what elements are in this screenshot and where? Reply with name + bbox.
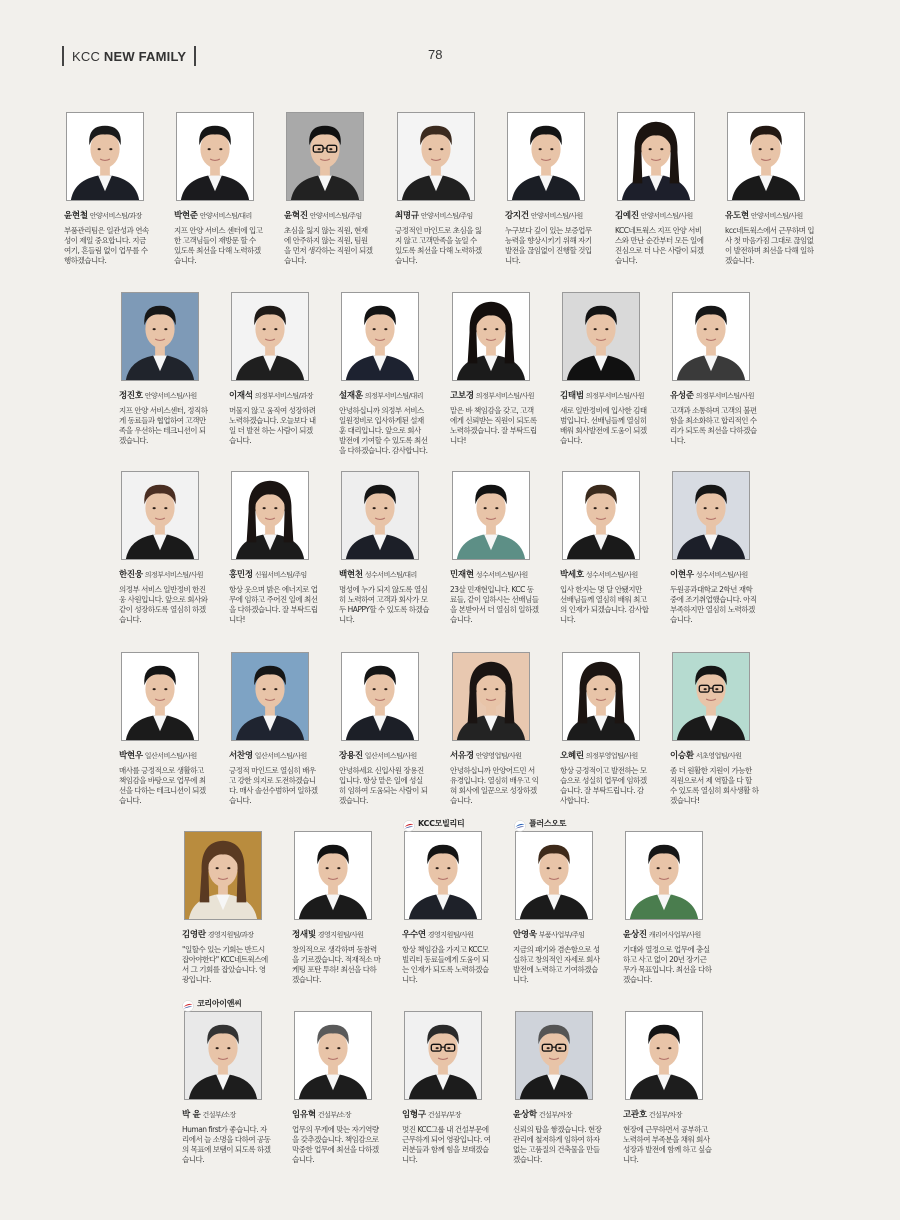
staff-role: 건설부/소장	[317, 1111, 351, 1119]
staff-card	[229, 652, 327, 806]
staff-name-line	[513, 929, 611, 941]
staff-description: 지프 안양 서비스센터, 정직하게 동료들과 협업하여 고객만족을 우선하는 테크니션이 되겠습니다.	[119, 406, 208, 445]
staff-role: 성수서비스팀/사원	[695, 571, 748, 579]
staff-name-line	[339, 569, 437, 581]
staff-photo	[294, 831, 372, 920]
staff-name-line	[182, 929, 280, 941]
staff-name-line	[560, 569, 658, 581]
staff-card	[292, 1011, 390, 1165]
staff-name: 우수연	[402, 930, 426, 940]
staff-name-line	[229, 390, 327, 402]
staff-photo	[231, 292, 309, 381]
staff-description: 긍정적 마인드로 열심히 배우고 강한 의지로 도전하겠습니다. 매사 솔선수범하여 일하겠습니다.	[229, 766, 318, 805]
staff-role: 신월서비스팀/주임	[254, 571, 307, 579]
staff-card	[174, 112, 272, 266]
staff-photo	[452, 652, 530, 741]
staff-name-line	[623, 1109, 721, 1121]
staff-photo	[625, 1011, 703, 1100]
company-logo	[514, 817, 566, 829]
staff-description: 기대와 열정으로 업무에 충실하고 사고 없이 20년 장기근무가 목표입니다. 최선을 다하겠습니다.	[623, 945, 712, 984]
portrait-illustration	[232, 653, 308, 740]
staff-photo	[341, 292, 419, 381]
portrait-illustration	[67, 113, 143, 200]
staff-name-line	[725, 210, 823, 222]
page-number: 78	[428, 47, 443, 62]
staff-photo	[404, 1011, 482, 1100]
portrait-illustration	[626, 832, 702, 919]
staff-name-line	[615, 210, 713, 222]
staff-role: 의정부서비스팀/과장	[254, 392, 313, 400]
portrait-illustration	[122, 472, 198, 559]
staff-photo	[231, 652, 309, 741]
staff-description: 23살 민재현입니다. KCC 동료들, 같이 일하시는 선배님들을 본받아서 더 열심히 일하겠습니다.	[450, 585, 539, 624]
staff-description: 새로 일반정비에 입사한 김태범입니다. 선배님들께 열심히 배워 회사발전에 도움이 되겠습니다.	[560, 406, 647, 445]
staff-role: 의정부서비스팀/사원	[144, 571, 203, 579]
staff-photo	[562, 471, 640, 560]
staff-name-line	[670, 390, 768, 402]
portrait-illustration	[508, 113, 584, 200]
staff-role: 의정부서비스팀/대리	[364, 392, 423, 400]
staff-name-line	[64, 210, 162, 222]
staff-photo	[294, 1011, 372, 1100]
staff-name: 박 윤	[182, 1110, 201, 1120]
staff-name-line	[284, 210, 382, 222]
staff-name-line	[119, 569, 217, 581]
staff-name-line	[119, 750, 217, 762]
staff-row	[0, 1011, 900, 1211]
staff-photo	[184, 831, 262, 920]
staff-name: 서유경	[450, 751, 474, 761]
staff-role: 성수서비스팀/사원	[585, 571, 638, 579]
staff-name-line	[560, 390, 658, 402]
portrait-illustration	[122, 293, 198, 380]
staff-photo	[121, 292, 199, 381]
staff-name: 박세호	[560, 570, 584, 580]
staff-card	[513, 1011, 611, 1165]
staff-name: 백현천	[339, 570, 363, 580]
portrait-illustration	[232, 472, 308, 559]
staff-photo	[286, 112, 364, 201]
portrait-illustration	[177, 113, 253, 200]
staff-photo	[121, 652, 199, 741]
portrait-illustration	[295, 1012, 371, 1099]
staff-description: Human first가 좋습니다. 자리에서 늘 소명을 다하여 공동의 목표에 보탬이 되도록 하겠습니다.	[182, 1125, 271, 1164]
staff-role: 의정부서비스팀/사원	[585, 392, 644, 400]
staff-name: 윤상진	[623, 930, 647, 940]
staff-role: 일산서비스팀/사원	[254, 752, 307, 760]
staff-role: 서초영업팀/사원	[695, 752, 742, 760]
logo-text: 플러스오토	[529, 818, 567, 828]
staff-role: 안양영업팀/사원	[475, 752, 522, 760]
staff-role: 안양서비스팀/대리	[199, 212, 252, 220]
staff-name-line	[229, 569, 327, 581]
staff-role: 건설부/차장	[538, 1111, 572, 1119]
portrait-illustration	[185, 1012, 261, 1099]
staff-card	[670, 652, 768, 806]
logo-swoosh-icon	[182, 997, 194, 1009]
staff-name-line	[229, 750, 327, 762]
portrait-illustration	[618, 113, 694, 200]
staff-photo	[562, 292, 640, 381]
staff-name-line	[513, 1109, 611, 1121]
staff-role: 성수서비스팀/대리	[364, 571, 417, 579]
staff-role: 경영지원팀/사원	[317, 931, 364, 939]
staff-card	[402, 1011, 500, 1165]
brand-bold: NEW FAMILY	[103, 48, 187, 64]
staff-card	[229, 292, 327, 446]
staff-name-line	[505, 210, 603, 222]
staff-name-line	[292, 929, 390, 941]
staff-role: 의정부서비스팀/사원	[695, 392, 754, 400]
staff-card	[119, 292, 217, 446]
staff-card	[670, 292, 768, 446]
staff-role: 안양서비스팀/사원	[144, 392, 197, 400]
staff-name-line	[174, 210, 272, 222]
staff-name: 윤혁진	[284, 211, 308, 221]
staff-name-line	[450, 390, 548, 402]
staff-photo	[341, 471, 419, 560]
portrait-illustration	[516, 832, 592, 919]
company-logo	[182, 997, 242, 1009]
staff-name: 김예진	[615, 211, 639, 221]
staff-name: 장용진	[339, 751, 363, 761]
staff-name: 박현준	[174, 211, 198, 221]
staff-card	[505, 112, 603, 266]
staff-name-line	[395, 210, 493, 222]
staff-card	[182, 831, 280, 985]
staff-card	[450, 471, 548, 625]
staff-photo	[672, 471, 750, 560]
staff-name-line	[402, 1109, 500, 1121]
staff-name-line	[339, 390, 437, 402]
staff-description: 입사 한지는 몇 달 안됐지만 선배님들께 열심히 배워 최고의 인재가 되겠습니다. 감사합니다.	[560, 585, 649, 624]
staff-name: 설재훈	[339, 391, 363, 401]
portrait-illustration	[673, 472, 749, 559]
staff-card	[339, 652, 437, 806]
staff-role: 경영지원팀/사원	[427, 931, 474, 939]
staff-description: 업무의 무게에 맞는 자기역량을 갖추겠습니다. 책임감으로 막중한 업무에 최선을 다하겠습니다.	[292, 1125, 379, 1164]
staff-photo	[562, 652, 640, 741]
staff-name: 윤현철	[64, 211, 88, 221]
staff-name: 오혜린	[560, 751, 584, 761]
portrait-illustration	[405, 1012, 481, 1099]
staff-row	[0, 112, 900, 312]
staff-photo	[176, 112, 254, 201]
portrait-illustration	[342, 653, 418, 740]
staff-card	[395, 112, 493, 266]
staff-card	[182, 1011, 280, 1165]
portrait-illustration	[295, 832, 371, 919]
staff-name: 유성준	[670, 391, 694, 401]
staff-name: 최명규	[395, 211, 419, 221]
staff-card	[402, 831, 500, 985]
staff-photo	[672, 292, 750, 381]
staff-role: 건설부/부장	[427, 1111, 461, 1119]
staff-photo	[617, 112, 695, 201]
staff-name-line	[450, 750, 548, 762]
staff-description: 매사를 긍정적으로 생활하고 책임감을 바탕으로 업무에 최선을 다하는 테크니션이 되겠습니다.	[119, 766, 206, 805]
portrait-illustration	[122, 653, 198, 740]
staff-name-line	[119, 390, 217, 402]
staff-card	[450, 652, 548, 806]
staff-photo	[184, 1011, 262, 1100]
logo-swoosh-icon	[403, 817, 415, 829]
staff-card	[339, 292, 437, 456]
staff-card	[64, 112, 162, 266]
staff-name: 김영란	[182, 930, 206, 940]
portrait-illustration	[516, 1012, 592, 1099]
staff-role: 건설부/차장	[648, 1111, 682, 1119]
staff-description: "일할수 있는 기회는 반드시 잡아야한다" KCC네트웍스에서 그 기회를 잡았습니다. 영광입니다.	[182, 945, 268, 984]
staff-description: KCC네트웍스 지프 안양 서비스와 만난 순간부터 모든 일에 진심으로 더 나은 사람이 되겠습니다.	[615, 226, 704, 265]
staff-description: kcc네트웍스에서 근무하며 입사 첫 마음가짐 그대로 끊임없이 발전하며 최선을 다해 일하겠습니다.	[725, 226, 815, 265]
staff-card	[623, 831, 721, 985]
staff-description: 머물지 않고 움직여 성장하려 노력하겠습니다. 오늘보다 내일 더 발전 하는 사람이 되겠습니다.	[229, 406, 316, 445]
staff-row	[0, 471, 900, 671]
portrait-illustration	[398, 113, 474, 200]
staff-name-line	[292, 1109, 390, 1121]
staff-name-line	[339, 750, 437, 762]
staff-description: 안녕하세요 신입사원 장용진입니다. 항상 맡은 일에 성실히 임하여 도움되는 사람이 되겠습니다.	[339, 766, 428, 805]
staff-card	[284, 112, 382, 266]
portrait-illustration	[287, 113, 363, 200]
staff-description: 명성에 누가 되지 않도록 열심히 노력하여 고객과 회사가 모두 HAPPY할 수 있도록 하겠습니다.	[339, 585, 429, 624]
staff-description: 항상 긍정적이고 발전하는 모습으로 성실히 업무에 임하겠습니다. 잘 부탁드립니다. 감사합니다.	[560, 766, 647, 805]
staff-card	[623, 1011, 721, 1165]
staff-card	[670, 471, 768, 625]
logo-text: KCC모빌리티	[418, 818, 465, 828]
staff-role: 건설부/소장	[202, 1111, 236, 1119]
staff-description: 좀 더 원활한 지원이 가능한 직원으로서 제 역할을 다 할 수 있도록 열심히 회사생활 하겠습니다!	[670, 766, 759, 805]
portrait-illustration	[563, 653, 639, 740]
staff-name-line	[402, 929, 500, 941]
staff-card	[560, 471, 658, 625]
staff-name: 김태범	[560, 391, 584, 401]
staff-description: 멋진 KCC그룹 내 건설부문에 근무하게 되어 영광입니다. 여러분들과 함께 힘을 보태겠습니다.	[402, 1125, 491, 1164]
staff-card	[339, 471, 437, 625]
staff-name-line	[450, 569, 548, 581]
portrait-illustration	[185, 832, 261, 919]
staff-name: 임유혁	[292, 1110, 316, 1120]
portrait-illustration	[453, 293, 529, 380]
staff-description: 의정부 서비스 일반정비 한진웅 사원입니다. 앞으로 회사와 같이 성장하도록 열심히 하겠습니다.	[119, 585, 208, 624]
staff-photo	[231, 471, 309, 560]
staff-description: 현장에 근무하면서 공부하고 노력하여 부족분을 채워 회사 성장과 발전에 함께 하고 싶습니다.	[623, 1125, 712, 1164]
staff-card	[292, 831, 390, 985]
staff-role: 안양서비스팀/사원	[640, 212, 693, 220]
staff-photo	[121, 471, 199, 560]
staff-role: 경영지원팀/과장	[207, 931, 254, 939]
staff-name: 이현우	[670, 570, 694, 580]
brand-plain: KCC	[72, 48, 104, 64]
staff-description: 안녕하십니까 안양어드민 서유경입니다. 열심히 배우고 익혀 회사에 일꾼으로 성장하겠습니다.	[450, 766, 539, 805]
portrait-illustration	[453, 653, 529, 740]
staff-name: 홍민정	[229, 570, 253, 580]
staff-description: 초심을 잃지 않는 직원, 현재에 안주하지 않는 직원, 팀원을 먼저 생각하는 직원이 되겠습니다.	[284, 226, 373, 265]
staff-card	[615, 112, 713, 266]
staff-role: 안양서비스팀/과장	[89, 212, 142, 220]
portrait-illustration	[563, 472, 639, 559]
page-header	[62, 46, 196, 66]
staff-card	[560, 652, 658, 806]
staff-name: 이승환	[670, 751, 694, 761]
staff-photo	[672, 652, 750, 741]
staff-description: 창의적으로 생각하며 동참력을 기르겠습니다. 적재적소 마케팅 포탄 투하! 최선을 다하겠습니다.	[292, 945, 381, 984]
portrait-illustration	[728, 113, 804, 200]
staff-role: 성수서비스팀/사원	[475, 571, 528, 579]
staff-name: 윤상학	[513, 1110, 537, 1120]
staff-description: 지프 안양 서비스 센터에 입고한 고객님들이 재방문 할 수 있도록 최선을 다해 노력하겠습니다.	[174, 226, 263, 265]
staff-name: 정진호	[119, 391, 143, 401]
portrait-illustration	[453, 472, 529, 559]
logo-swoosh-icon	[514, 817, 526, 829]
portrait-illustration	[232, 293, 308, 380]
staff-name: 임형구	[402, 1110, 426, 1120]
staff-card	[229, 471, 327, 625]
staff-description: 신뢰의 탑을 쌓겠습니다. 현장관리에 철저하게 임하여 하자 없는 고품질의 건축물을 만들겠습니다.	[513, 1125, 602, 1164]
staff-name: 한진웅	[119, 570, 143, 580]
staff-description: 두원공과대학교 2학년 재학 중에 조기취업했습니다. 아직 부족하지만 열심히 노력하겠습니다.	[670, 585, 757, 624]
portrait-illustration	[563, 293, 639, 380]
staff-name-line	[670, 569, 768, 581]
staff-description: 지금의 패기와 겸손함으로 성실하고 창의적인 자세로 회사 발전에 노력하고 기여하겠습니다.	[513, 945, 600, 984]
staff-card	[725, 112, 823, 266]
staff-description: 부품관리팀은 일관성과 연속성이 제일 중요합니다. 지금 여기, 흔들림 없이 업무를 수행하겠습니다.	[64, 226, 149, 265]
staff-name: 서찬영	[229, 751, 253, 761]
staff-description: 고객과 소통하며 고객의 불편함을 최소화하고 합리적인 수리가 되도록 최선을 다하겠습니다.	[670, 406, 757, 445]
staff-role: 일산서비스팀/사원	[364, 752, 417, 760]
staff-row	[0, 292, 900, 492]
staff-row	[0, 831, 900, 1031]
staff-photo	[404, 831, 482, 920]
staff-name: 고보경	[450, 391, 474, 401]
staff-description: 긍정적인 마인드로 초심을 잃지 않고 고객만족을 높일 수 있도록 최선을 다해 노력하겠습니다.	[395, 226, 482, 265]
staff-description: 맡은 바 책임감을 갖고, 고객에게 신뢰받는 직원이 되도록 노력하겠습니다. 잘 부탁드립니다!	[450, 406, 537, 445]
staff-role: 캐리어사업부/사원	[648, 931, 701, 939]
staff-role: 부품사업부/주임	[538, 931, 585, 939]
staff-role: 의정부영업팀/사원	[585, 752, 638, 760]
logo-text: 코리아이앤씨	[197, 998, 242, 1008]
portrait-illustration	[626, 1012, 702, 1099]
staff-name-line	[670, 750, 768, 762]
staff-description: 항상 웃으며 밝은 에너지로 업무에 임하고 주어진 일에 최선을 다하겠습니다. 잘 부탁드립니다!	[229, 585, 318, 624]
staff-card	[119, 652, 217, 806]
staff-name: 강지건	[505, 211, 529, 221]
staff-card	[119, 471, 217, 625]
staff-name: 안영욱	[513, 930, 537, 940]
staff-role: 안양서비스팀/주임	[420, 212, 473, 220]
staff-photo	[727, 112, 805, 201]
staff-card	[560, 292, 658, 446]
staff-name: 유도현	[725, 211, 749, 221]
staff-name: 박현우	[119, 751, 143, 761]
portrait-illustration	[673, 293, 749, 380]
staff-card	[513, 831, 611, 985]
header-bar-left	[62, 46, 64, 66]
staff-role: 안양서비스팀/사원	[530, 212, 583, 220]
staff-name: 고관호	[623, 1110, 647, 1120]
staff-name: 이재석	[229, 391, 253, 401]
brand-title	[72, 49, 186, 64]
portrait-illustration	[673, 653, 749, 740]
staff-description: 안녕하십니까 의정부 서비스 일원정비로 입사하게된 설재훈 대리입니다. 앞으로 회사 발전에 기여할 수 있도록 최선을 다하겠습니다. 감사합니다.	[339, 406, 428, 455]
staff-role: 의정부서비스팀/사원	[475, 392, 534, 400]
portrait-illustration	[342, 472, 418, 559]
company-logo	[403, 817, 464, 829]
staff-photo	[507, 112, 585, 201]
staff-name: 민재현	[450, 570, 474, 580]
staff-name-line	[182, 1109, 280, 1121]
staff-role: 안양서비스팀/주임	[309, 212, 362, 220]
staff-photo	[625, 831, 703, 920]
staff-photo	[341, 652, 419, 741]
staff-photo	[452, 292, 530, 381]
staff-photo	[515, 831, 593, 920]
staff-photo	[452, 471, 530, 560]
header-bar-right	[194, 46, 196, 66]
staff-photo	[515, 1011, 593, 1100]
staff-photo	[397, 112, 475, 201]
staff-role: 안양서비스팀/사원	[750, 212, 803, 220]
staff-name: 정새빛	[292, 930, 316, 940]
staff-description: 누구보다 깊이 있는 보증업무능력을 향상시키기 위해 자기발전을 끊임없이 진행할 것입니다.	[505, 226, 592, 265]
staff-description: 항상 책임감을 가지고 KCC모빌리티 동료들에게 도움이 되는 인재가 되도록 노력하겠습니다.	[402, 945, 489, 984]
staff-card	[450, 292, 548, 446]
staff-name-line	[623, 929, 721, 941]
portrait-illustration	[405, 832, 481, 919]
staff-role: 일산서비스팀/사원	[144, 752, 197, 760]
staff-name-line	[560, 750, 658, 762]
portrait-illustration	[342, 293, 418, 380]
staff-photo	[66, 112, 144, 201]
